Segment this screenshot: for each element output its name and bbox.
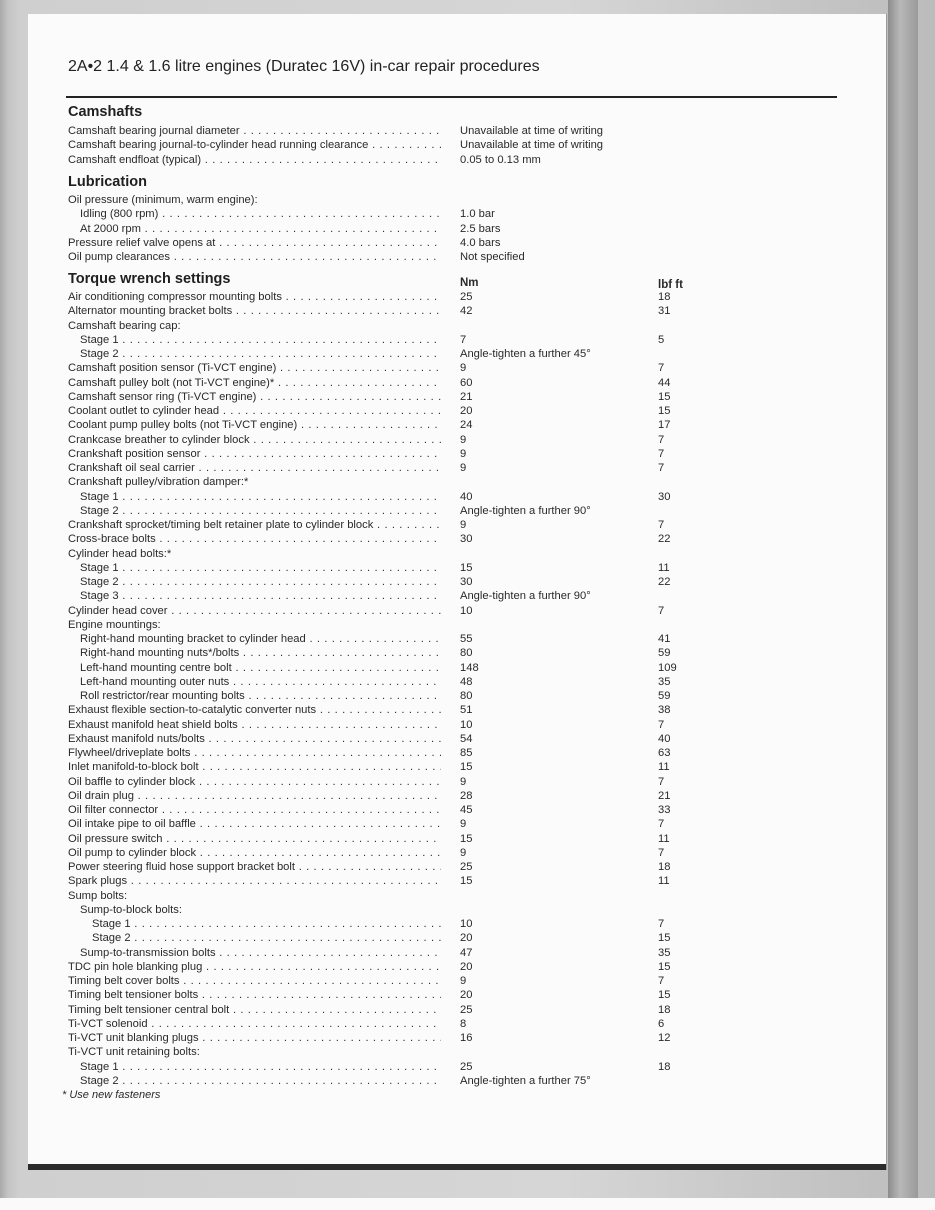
torque-row-nm: Angle-tighten a further 90°: [460, 590, 591, 603]
torque-row-lbf: 7: [658, 775, 665, 788]
torque-row-label: Engine mountings:: [68, 618, 161, 631]
torque-row-lbf: 17: [658, 419, 671, 432]
torque-row-label: Stage 1 . . .: [68, 1060, 441, 1074]
torque-row-lbf: 7: [658, 519, 665, 531]
camshafts-row-label: Camshaft bearing journal-to-cylinder head running clearance . . .: [68, 138, 441, 152]
torque-row-nm: 40: [460, 490, 473, 503]
torque-row: [68, 946, 708, 960]
lubrication-row: [68, 193, 708, 207]
torque-row-lbf: 22: [658, 533, 671, 546]
lubrication-row-label: Oil pump clearances . . .: [68, 250, 441, 264]
torque-row: [68, 532, 708, 546]
torque-row-nm: 80: [460, 690, 473, 702]
lubrication-row-label: At 2000 rpm . . .: [68, 222, 441, 236]
torque-row-lbf: 12: [658, 1032, 671, 1044]
torque-row-label: Crankshaft oil seal carrier . . .: [68, 461, 441, 475]
torque-row: [68, 675, 708, 689]
torque-row-label: Cylinder head cover . . .: [68, 604, 441, 618]
torque-row-label: Oil intake pipe to oil baffle . . .: [68, 817, 441, 831]
torque-row-label: Left-hand mounting outer nuts . . .: [68, 675, 441, 689]
torque-heading: Torque wrench settings: [68, 271, 231, 287]
torque-row-lbf: 22: [658, 576, 671, 588]
torque-row: [68, 689, 708, 703]
torque-row: [68, 618, 708, 632]
torque-row-label: Crankshaft pulley/vibration damper:*: [68, 476, 249, 489]
torque-row-label: Stage 2 . . .: [68, 931, 441, 945]
torque-row: [68, 860, 708, 874]
torque-row-lbf: 11: [658, 761, 670, 774]
torque-row-label: Sump-to-transmission bolts . . .: [68, 946, 441, 960]
torque-row-lbf: 40: [658, 732, 671, 745]
camshafts-row-value: Unavailable at time of writing: [460, 139, 604, 152]
torque-row: [68, 760, 708, 774]
lubrication-row: [68, 222, 708, 236]
torque-row: [68, 1074, 708, 1088]
torque-row-label: TDC pin hole blanking plug . . .: [68, 960, 441, 974]
camshafts-row-label: Camshaft endfloat (typical) . . .: [68, 153, 441, 167]
torque-row-label: Stage 1 . . .: [68, 490, 441, 504]
camshafts-row-value: 0.05 to 0.13 mm: [460, 153, 541, 166]
camshafts-row-value: Unavailable at time of writing: [460, 125, 604, 137]
torque-row-lbf: 59: [658, 690, 671, 702]
torque-row-lbf: 15: [658, 989, 671, 1002]
torque-row-label: Cylinder head bolts:*: [68, 547, 172, 560]
torque-row: [68, 547, 708, 561]
torque-row-lbf: 21: [658, 789, 671, 802]
torque-row-nm: 20: [460, 932, 473, 945]
torque-row-label: Right-hand mounting bracket to cylinder head . . .: [68, 632, 441, 646]
torque-row-nm: 60: [460, 376, 473, 389]
torque-row: [68, 347, 708, 361]
torque-row-label: Alternator mounting bracket bolts . . .: [68, 304, 441, 318]
torque-row-label: Flywheel/driveplate bolts . . .: [68, 746, 441, 760]
torque-row: [68, 404, 708, 418]
torque-row-nm: 85: [460, 747, 473, 759]
torque-row-lbf: 7: [658, 718, 665, 731]
lubrication-row: [68, 207, 708, 221]
torque-row-nm: 16: [460, 1032, 473, 1044]
torque-row-lbf: 6: [658, 1017, 665, 1030]
torque-row-label: Camshaft pulley bolt (not Ti-VCT engine)* . . .: [68, 376, 441, 390]
lubrication-heading: Lubrication: [68, 174, 147, 190]
torque-row-nm: 54: [460, 732, 473, 745]
torque-row-label: Ti-VCT unit retaining bolts:: [68, 1046, 200, 1059]
torque-row-lbf: 59: [658, 647, 671, 660]
torque-row: [68, 447, 708, 461]
page-header: 2A•2 1.4 & 1.6 litre engines (Duratec 16V) in-car repair procedures: [68, 58, 540, 75]
torque-row-label: Power steering fluid hose support bracket bolt . . .: [68, 860, 441, 874]
header-rule: [66, 96, 837, 98]
lubrication-row-label: Oil pressure (minimum, warm engine):: [68, 194, 258, 206]
torque-row-nm: Angle-tighten a further 90°: [460, 504, 591, 517]
torque-row: [68, 490, 708, 504]
torque-row-nm: 28: [460, 789, 473, 802]
torque-row: [68, 589, 708, 603]
torque-row-lbf: 18: [658, 861, 671, 873]
torque-row: [68, 461, 708, 475]
torque-row-lbf: 7: [658, 462, 665, 474]
torque-row-nm: 9: [460, 433, 467, 446]
torque-row-lbf: 18: [658, 1003, 671, 1016]
torque-row-nm: 25: [460, 291, 473, 303]
torque-row-label: Stage 2 . . .: [68, 347, 441, 361]
torque-row: [68, 390, 708, 404]
torque-row: [68, 504, 708, 518]
torque-row-lbf: 11: [658, 832, 670, 845]
torque-row-lbf: 7: [658, 918, 665, 930]
torque-row-label: Camshaft position sensor (Ti-VCT engine) . . .: [68, 361, 441, 375]
torque-row-nm: 8: [460, 1017, 467, 1030]
torque-row-lbf: 5: [658, 333, 665, 346]
torque-row: [68, 703, 708, 717]
torque-row-lbf: 63: [658, 747, 671, 759]
camshafts-heading: Camshafts: [68, 104, 143, 120]
torque-row: [68, 1031, 708, 1045]
torque-row-lbf: 15: [658, 932, 671, 945]
torque-row: [68, 361, 708, 375]
torque-row-nm: 15: [460, 832, 473, 845]
torque-row-nm: 9: [460, 775, 467, 788]
torque-row-lbf: 30: [658, 490, 671, 503]
torque-row-lbf: 15: [658, 960, 671, 973]
torque-row: [68, 333, 708, 347]
torque-row-label: Timing belt tensioner bolts . . .: [68, 988, 441, 1002]
torque-row-nm: 25: [460, 1003, 473, 1016]
torque-row-nm: 9: [460, 818, 467, 831]
torque-row-label: Timing belt tensioner central bolt . . .: [68, 1003, 441, 1017]
torque-row-nm: 20: [460, 989, 473, 1002]
torque-row-label: Exhaust flexible section-to-catalytic converter nuts . . .: [68, 703, 441, 717]
torque-row-label: Oil drain plug . . .: [68, 789, 441, 803]
torque-row-lbf: 109: [658, 661, 677, 674]
torque-row-lbf: 15: [658, 390, 671, 403]
torque-row-nm: 9: [460, 519, 467, 531]
torque-row-nm: 45: [460, 804, 473, 816]
torque-row-label: Exhaust manifold nuts/bolts . . .: [68, 732, 441, 746]
torque-row-lbf: 7: [658, 604, 665, 617]
torque-row-nm: 9: [460, 846, 467, 859]
scan-edge: [888, 0, 918, 1198]
torque-row: [68, 789, 708, 803]
torque-row: [68, 817, 708, 831]
torque-row: [68, 518, 708, 532]
lubrication-row-value: Not specified: [460, 251, 525, 263]
torque-row: [68, 917, 708, 931]
lubrication-row: [68, 236, 708, 250]
torque-row-nm: 9: [460, 975, 467, 987]
torque-row: [68, 290, 708, 304]
lubrication-row-label: Idling (800 rpm) . . .: [68, 207, 441, 221]
torque-row-label: Oil baffle to cylinder block . . .: [68, 775, 441, 789]
torque-row-nm: 25: [460, 1060, 473, 1073]
torque-row-nm: 51: [460, 704, 473, 717]
torque-row: [68, 775, 708, 789]
torque-row-lbf: 15: [658, 405, 671, 417]
torque-row-lbf: 7: [658, 447, 665, 460]
torque-row-label: Coolant pump pulley bolts (not Ti-VCT engine) . . .: [68, 418, 441, 432]
torque-row-label: Right-hand mounting nuts*/bolts . . .: [68, 646, 441, 660]
torque-row-label: Crankshaft position sensor . . .: [68, 447, 441, 461]
lubrication-row-value: 2.5 bars: [460, 222, 501, 235]
torque-row-nm: 10: [460, 918, 473, 930]
torque-row-nm: 21: [460, 390, 473, 403]
torque-row-label: Coolant outlet to cylinder head . . .: [68, 404, 441, 418]
torque-row-label: Sump-to-block bolts:: [80, 903, 182, 916]
torque-row: [68, 846, 708, 860]
torque-row: [68, 1003, 708, 1017]
torque-row: [68, 1045, 708, 1059]
torque-row-label: Camshaft bearing cap:: [68, 319, 181, 332]
lubrication-row-value: 1.0 bar: [460, 208, 495, 221]
torque-row: [68, 874, 708, 888]
torque-row-label: Air conditioning compressor mounting bolts . . .: [68, 290, 441, 304]
torque-row-nm: 15: [460, 761, 473, 774]
torque-row-label: Oil pressure switch . . .: [68, 832, 441, 846]
torque-row-nm: 48: [460, 675, 473, 688]
torque-row-lbf: 7: [658, 362, 665, 375]
torque-row-lbf: 7: [658, 818, 665, 831]
torque-row: [68, 746, 708, 760]
torque-row-label: Crankcase breather to cylinder block . . .: [68, 433, 441, 447]
torque-row: [68, 974, 708, 988]
torque-row-lbf: 31: [658, 305, 671, 318]
torque-row: [68, 561, 708, 575]
torque-row-nm: 30: [460, 576, 473, 588]
torque-row-nm: 55: [460, 633, 473, 645]
torque-row-lbf: 11: [658, 875, 670, 888]
lbf-column-header: lbf ft: [658, 279, 683, 291]
footnote: * Use new fasteners: [62, 1089, 161, 1101]
torque-row-lbf: 35: [658, 675, 671, 688]
torque-row: [68, 661, 708, 675]
torque-row-nm: 25: [460, 861, 473, 873]
torque-row-nm: Angle-tighten a further 75°: [460, 1074, 591, 1087]
torque-row: [68, 433, 708, 447]
torque-row-nm: 9: [460, 447, 467, 460]
torque-row: [68, 604, 708, 618]
camshafts-row-label: Camshaft bearing journal diameter . . .: [68, 124, 441, 138]
torque-row: [68, 575, 708, 589]
torque-row: [68, 376, 708, 390]
torque-row-nm: 15: [460, 875, 473, 888]
torque-row-nm: Angle-tighten a further 45°: [460, 348, 591, 360]
camshafts-row: [68, 124, 708, 138]
torque-row-lbf: 7: [658, 433, 665, 446]
torque-row: [68, 931, 708, 945]
torque-row-label: Camshaft sensor ring (Ti-VCT engine) . . .: [68, 390, 441, 404]
torque-row-nm: 47: [460, 946, 473, 959]
torque-row: [68, 803, 708, 817]
torque-row-lbf: 41: [658, 633, 671, 645]
torque-row-nm: 42: [460, 305, 473, 318]
torque-row: [68, 903, 708, 917]
torque-row: [68, 832, 708, 846]
torque-row-label: Roll restrictor/rear mounting bolts . . .: [68, 689, 441, 703]
torque-row-lbf: 35: [658, 946, 671, 959]
torque-row-lbf: 11: [658, 561, 670, 574]
torque-row: [68, 475, 708, 489]
torque-row-lbf: 33: [658, 804, 671, 816]
torque-row-label: Exhaust manifold heat shield bolts . . .: [68, 718, 441, 732]
torque-row-label: Timing belt cover bolts . . .: [68, 974, 441, 988]
torque-row-label: Stage 2 . . .: [68, 1074, 441, 1088]
torque-row-lbf: 18: [658, 291, 671, 303]
torque-row-label: Ti-VCT unit blanking plugs . . .: [68, 1031, 441, 1045]
torque-row-label: Spark plugs . . .: [68, 874, 441, 888]
lubrication-row-value: 4.0 bars: [460, 236, 501, 249]
torque-row-label: Left-hand mounting centre bolt . . .: [68, 661, 441, 675]
torque-row-label: Stage 2 . . .: [68, 575, 441, 589]
lubrication-row: [68, 250, 708, 264]
torque-row-nm: 9: [460, 362, 467, 375]
torque-row-label: Sump bolts:: [68, 889, 128, 902]
torque-row-label: Stage 1 . . .: [68, 917, 441, 931]
torque-row-nm: 7: [460, 333, 467, 346]
torque-row-label: Stage 2 . . .: [68, 504, 441, 518]
torque-row-label: Stage 3 . . .: [68, 589, 441, 603]
camshafts-row: [68, 138, 708, 152]
torque-row: [68, 988, 708, 1002]
torque-row-label: Stage 1 . . .: [68, 561, 441, 575]
torque-row-label: Stage 1 . . .: [68, 333, 441, 347]
torque-row: [68, 632, 708, 646]
torque-row: [68, 319, 708, 333]
torque-row-nm: 24: [460, 419, 473, 432]
torque-row: [68, 889, 708, 903]
torque-row-nm: 148: [460, 661, 479, 674]
torque-row-nm: 20: [460, 405, 473, 417]
torque-row-nm: 20: [460, 960, 473, 973]
nm-column-header: Nm: [460, 277, 479, 289]
torque-row-label: Crankshaft sprocket/timing belt retainer plate to cylinder block . . .: [68, 518, 441, 532]
torque-row: [68, 1017, 708, 1031]
torque-row-nm: 10: [460, 718, 473, 731]
torque-row: [68, 732, 708, 746]
torque-row-lbf: 44: [658, 376, 671, 389]
torque-row-nm: 15: [460, 561, 473, 574]
torque-row-nm: 30: [460, 533, 473, 546]
torque-row-nm: 9: [460, 462, 467, 474]
torque-row: [68, 304, 708, 318]
torque-row-nm: 80: [460, 647, 473, 660]
torque-row-lbf: 7: [658, 975, 665, 987]
scan-bottom-margin: [0, 1198, 935, 1210]
camshafts-row: [68, 153, 708, 167]
torque-row-lbf: 38: [658, 704, 671, 717]
torque-row-label: Inlet manifold-to-block bolt . . .: [68, 760, 441, 774]
torque-row-lbf: 18: [658, 1060, 671, 1073]
torque-row: [68, 960, 708, 974]
torque-row-nm: 10: [460, 604, 473, 617]
torque-row-label: Oil pump to cylinder block . . .: [68, 846, 441, 860]
torque-row-label: Ti-VCT solenoid . . .: [68, 1017, 441, 1031]
torque-row: [68, 1060, 708, 1074]
torque-row: [68, 418, 708, 432]
torque-row-label: Oil filter connector . . .: [68, 803, 441, 817]
lubrication-row-label: Pressure relief valve opens at . . .: [68, 236, 441, 250]
torque-row-lbf: 7: [658, 846, 665, 859]
torque-row: [68, 646, 708, 660]
torque-row: [68, 718, 708, 732]
torque-row-label: Cross-brace bolts . . .: [68, 532, 441, 546]
